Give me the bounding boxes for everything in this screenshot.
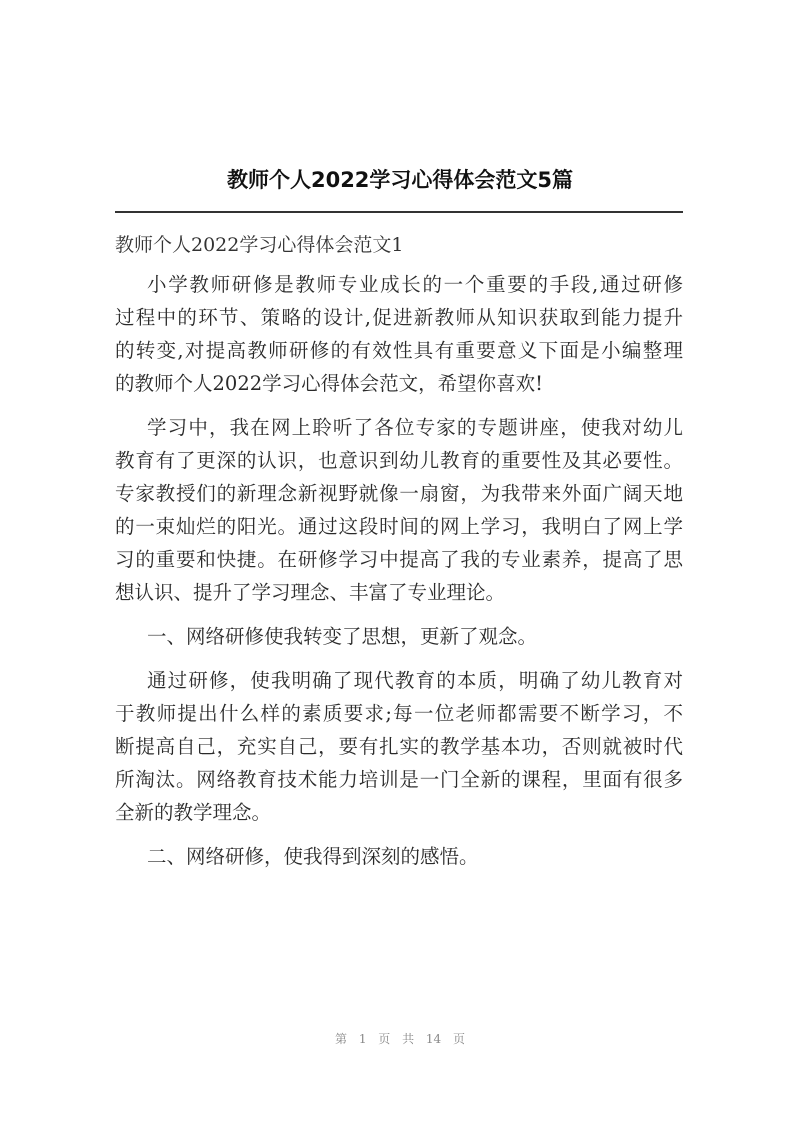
section-heading: 教师个人2022学习心得体会范文1: [115, 234, 404, 256]
paragraph-line: 小学教师研修是教师专业成长的一个重要的手段,通过研修: [147, 273, 683, 296]
paragraph: [115, 840, 683, 873]
paragraph-line: 的一束灿烂的阳光。通过这段时间的网上学习，我明白了网上学: [115, 515, 683, 538]
paragraph: [115, 411, 683, 609]
paragraph-line: 于教师提出什么样的素质要求;每一位老师都需要不断学习，不: [115, 702, 683, 725]
paragraph: [115, 268, 683, 400]
paragraph-line: 断提高自己，充实自己，要有扎实的教学基本功，否则就被时代: [115, 735, 683, 758]
paragraph-line: 专家教授们的新理念新视野就像一扇窗，为我带来外面广阔天地: [115, 482, 683, 505]
paragraph-line: 习的重要和快捷。在研修学习中提高了我的专业素养，提高了思: [115, 548, 683, 571]
paragraph-line: 通过研修，使我明确了现代教育的本质，明确了幼儿教育对: [147, 669, 683, 692]
document-title: 教师个人2022学习心得体会范文5篇: [226, 168, 574, 192]
page-footer: 第 1 页 共 14 页: [335, 1032, 465, 1046]
paragraph-line: 一、网络研修使我转变了思想，更新了观念。: [147, 625, 538, 648]
paragraph-line: 学习中，我在网上聆听了各位专家的专题讲座，使我对幼儿: [147, 416, 683, 439]
paragraph: [115, 620, 683, 653]
paragraph-line: 过程中的环节、策略的设计,促进新教师从知识获取到能力提升: [115, 306, 683, 329]
paragraph: [115, 664, 683, 829]
paragraph-line: 全新的教学理念。: [115, 801, 272, 824]
paragraph-line: 想认识、提升了学习理念、丰富了专业理论。: [115, 581, 506, 604]
paragraph-line: 二、网络研修，使我得到深刻的感悟。: [147, 845, 479, 868]
paragraph-line: 的教师个人2022学习心得体会范文，希望你喜欢!: [115, 372, 543, 395]
document-body: [115, 268, 683, 884]
title-divider: [115, 211, 683, 213]
paragraph-line: 所淘汰。网络教育技术能力培训是一门全新的课程，里面有很多: [115, 768, 683, 791]
paragraph-line: 教育有了更深的认识，也意识到幼儿教育的重要性及其必要性。: [115, 449, 683, 472]
paragraph-line: 的转变,对提高教师研修的有效性具有重要意义下面是小编整理: [115, 339, 683, 362]
